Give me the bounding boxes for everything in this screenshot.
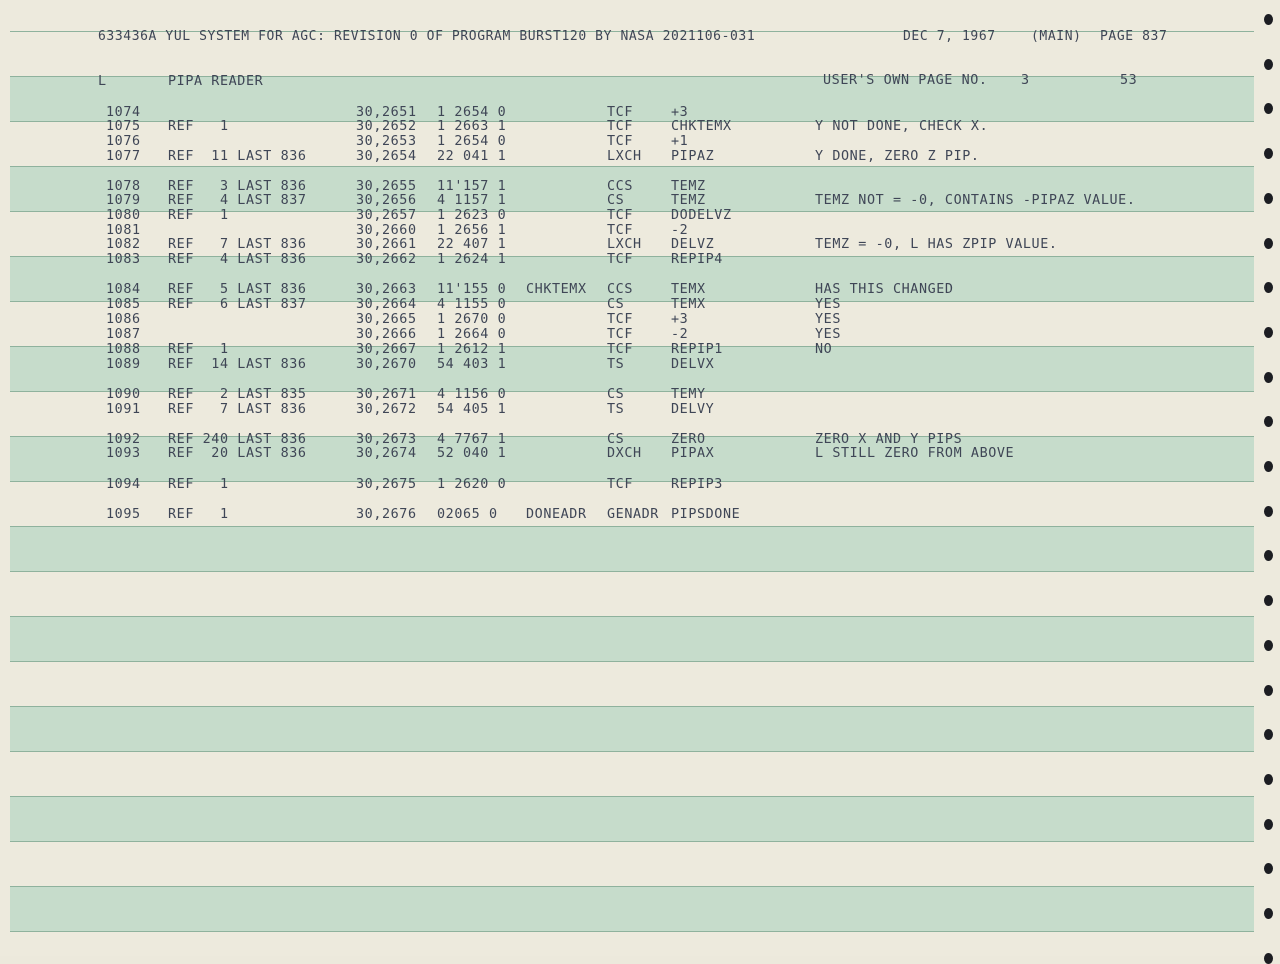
- opcode: TCF: [607, 105, 633, 120]
- octal-word: 1 2670 0: [437, 312, 507, 327]
- octal-word: 22 041 1: [437, 149, 507, 164]
- opcode: TCF: [607, 327, 633, 342]
- address: 30,2667: [356, 342, 417, 357]
- line-number: 1080: [106, 208, 141, 223]
- ref-column: REF 1: [168, 507, 229, 522]
- feed-hole: [1264, 103, 1273, 114]
- opcode: CS: [607, 432, 625, 447]
- operand: ZERO: [671, 432, 706, 447]
- address: 30,2663: [356, 282, 417, 297]
- operand: +1: [671, 134, 689, 149]
- line-number: 1086: [106, 312, 141, 327]
- feed-hole: [1264, 327, 1273, 338]
- operand: REPIP1: [671, 342, 723, 357]
- octal-word: 11'155 0: [437, 282, 507, 297]
- line-number: 1077: [106, 149, 141, 164]
- operand: CHKTEMX: [671, 119, 732, 134]
- greenbar-band: [10, 616, 1254, 661]
- operand: DELVX: [671, 357, 715, 372]
- opcode: TS: [607, 357, 625, 372]
- line-number: 1074: [106, 105, 141, 120]
- operand: +3: [671, 105, 689, 120]
- operand: PIPAX: [671, 446, 715, 461]
- listing-main: (MAIN): [1031, 29, 1082, 44]
- line-number: 1091: [106, 402, 141, 417]
- octal-word: 1 2624 1: [437, 252, 507, 267]
- address: 30,2673: [356, 432, 417, 447]
- greenbar-rule: [10, 751, 1254, 752]
- comment: Y DONE, ZERO Z PIP.: [815, 149, 980, 164]
- ref-column: REF 6 LAST 837: [168, 297, 307, 312]
- address: 30,2660: [356, 223, 417, 238]
- greenbar-rule: [10, 706, 1254, 707]
- opcode: CS: [607, 297, 625, 312]
- feed-hole: [1264, 550, 1273, 561]
- address: 30,2653: [356, 134, 417, 149]
- opcode: TCF: [607, 223, 633, 238]
- subheader-section: 53: [1120, 73, 1138, 88]
- opcode: GENADR: [607, 507, 659, 522]
- comment: Y NOT DONE, CHECK X.: [815, 119, 989, 134]
- listing-header: 633436A YUL SYSTEM FOR AGC: REVISION 0 OF PROGRAM BURST120 BY NASA 2021106-031: [98, 29, 756, 44]
- ref-column: REF 4 LAST 837: [168, 193, 307, 208]
- line-number: 1082: [106, 237, 141, 252]
- comment: TEMZ = -0, L HAS ZPIP VALUE.: [815, 237, 1058, 252]
- address: 30,2651: [356, 105, 417, 120]
- comment: L STILL ZERO FROM ABOVE: [815, 446, 1015, 461]
- ref-column: REF 1: [168, 119, 229, 134]
- greenbar-rule: [10, 886, 1254, 887]
- operand: DODELVZ: [671, 208, 732, 223]
- ref-column: REF 7 LAST 836: [168, 402, 307, 417]
- greenbar-rule: [10, 166, 1254, 167]
- opcode: TCF: [607, 252, 633, 267]
- feed-hole: [1264, 238, 1273, 249]
- opcode: TCF: [607, 477, 633, 492]
- feed-hole: [1264, 372, 1273, 383]
- ref-column: REF 14 LAST 836: [168, 357, 307, 372]
- feed-hole: [1264, 193, 1273, 204]
- opcode: TCF: [607, 134, 633, 149]
- octal-word: 1 2663 1: [437, 119, 507, 134]
- ref-column: REF 5 LAST 836: [168, 282, 307, 297]
- line-number: 1093: [106, 446, 141, 461]
- opcode: TCF: [607, 208, 633, 223]
- octal-word: 4 1157 1: [437, 193, 507, 208]
- operand: TEMX: [671, 282, 706, 297]
- operand: REPIP4: [671, 252, 723, 267]
- line-number: 1075: [106, 119, 141, 134]
- feed-hole: [1264, 148, 1273, 159]
- subheader-mark: L: [98, 74, 107, 89]
- ref-column: REF 11 LAST 836: [168, 149, 307, 164]
- comment: ZERO X AND Y PIPS: [815, 432, 963, 447]
- opcode: TCF: [607, 119, 633, 134]
- line-number: 1081: [106, 223, 141, 238]
- opcode: DXCH: [607, 446, 642, 461]
- octal-word: 02065 0: [437, 507, 498, 522]
- greenbar-band: [10, 526, 1254, 571]
- operand: TEMX: [671, 297, 706, 312]
- ref-column: REF 4 LAST 836: [168, 252, 307, 267]
- listing-page-number: PAGE 837: [1100, 29, 1168, 44]
- greenbar-band: [10, 796, 1254, 841]
- ref-column: REF 1: [168, 342, 229, 357]
- comment: NO: [815, 342, 833, 357]
- address: 30,2666: [356, 327, 417, 342]
- octal-word: 1 2623 0: [437, 208, 507, 223]
- octal-word: 52 040 1: [437, 446, 507, 461]
- feed-hole: [1264, 640, 1273, 651]
- address: 30,2654: [356, 149, 417, 164]
- line-number: 1095: [106, 507, 141, 522]
- feed-hole: [1264, 774, 1273, 785]
- feed-hole: [1264, 282, 1273, 293]
- octal-word: 54 403 1: [437, 357, 507, 372]
- octal-word: 1 2654 0: [437, 105, 507, 120]
- greenbar-rule: [10, 616, 1254, 617]
- line-number: 1084: [106, 282, 141, 297]
- feed-hole: [1264, 595, 1273, 606]
- operand: TEMY: [671, 387, 706, 402]
- opcode: CCS: [607, 282, 633, 297]
- address: 30,2652: [356, 119, 417, 134]
- line-number: 1094: [106, 477, 141, 492]
- ref-column: REF 1: [168, 477, 229, 492]
- ref-column: REF 7 LAST 836: [168, 237, 307, 252]
- line-number: 1079: [106, 193, 141, 208]
- opcode: CS: [607, 193, 625, 208]
- octal-word: 1 2656 1: [437, 223, 507, 238]
- line-number: 1087: [106, 327, 141, 342]
- line-number: 1090: [106, 387, 141, 402]
- address: 30,2672: [356, 402, 417, 417]
- feed-hole: [1264, 14, 1273, 25]
- operand: +3: [671, 312, 689, 327]
- feed-hole: [1264, 729, 1273, 740]
- octal-word: 54 405 1: [437, 402, 507, 417]
- octal-word: 1 2620 0: [437, 477, 507, 492]
- address: 30,2664: [356, 297, 417, 312]
- comment: YES: [815, 312, 841, 327]
- greenbar-rule: [10, 796, 1254, 797]
- ref-column: REF 240 LAST 836: [168, 432, 307, 447]
- address: 30,2665: [356, 312, 417, 327]
- greenbar-rule: [10, 931, 1254, 932]
- operand: -2: [671, 223, 689, 238]
- line-number: 1092: [106, 432, 141, 447]
- operand: TEMZ: [671, 179, 706, 194]
- octal-word: 4 1156 0: [437, 387, 507, 402]
- comment: YES: [815, 297, 841, 312]
- opcode: TCF: [607, 312, 633, 327]
- address: 30,2655: [356, 179, 417, 194]
- line-number: 1089: [106, 357, 141, 372]
- feed-hole: [1264, 506, 1273, 517]
- subheader-title: PIPA READER: [168, 74, 264, 89]
- greenbar-rule: [10, 661, 1254, 662]
- greenbar-rule: [10, 571, 1254, 572]
- operand: DELVY: [671, 402, 715, 417]
- address: 30,2656: [356, 193, 417, 208]
- statement-label: DONEADR: [526, 507, 587, 522]
- comment: TEMZ NOT = -0, CONTAINS -PIPAZ VALUE.: [815, 193, 1136, 208]
- line-number: 1076: [106, 134, 141, 149]
- octal-word: 11'157 1: [437, 179, 507, 194]
- operand: -2: [671, 327, 689, 342]
- operand: PIPSDONE: [671, 507, 741, 522]
- operand: DELVZ: [671, 237, 715, 252]
- feed-hole: [1264, 461, 1273, 472]
- operand: PIPAZ: [671, 149, 715, 164]
- octal-word: 22 407 1: [437, 237, 507, 252]
- greenbar-rule: [10, 841, 1254, 842]
- address: 30,2674: [356, 446, 417, 461]
- address: 30,2662: [356, 252, 417, 267]
- address: 30,2675: [356, 477, 417, 492]
- opcode: TS: [607, 402, 625, 417]
- line-number: 1085: [106, 297, 141, 312]
- subheader-own-page: USER'S OWN PAGE NO.: [823, 73, 988, 88]
- feed-hole: [1264, 819, 1273, 830]
- address: 30,2671: [356, 387, 417, 402]
- address: 30,2670: [356, 357, 417, 372]
- octal-word: 1 2664 0: [437, 327, 507, 342]
- feed-hole: [1264, 416, 1273, 427]
- address: 30,2661: [356, 237, 417, 252]
- statement-label: CHKTEMX: [526, 282, 587, 297]
- feed-hole: [1264, 953, 1273, 964]
- ref-column: REF 1: [168, 208, 229, 223]
- ref-column: REF 2 LAST 835: [168, 387, 307, 402]
- octal-word: 4 1155 0: [437, 297, 507, 312]
- address: 30,2657: [356, 208, 417, 223]
- feed-hole: [1264, 863, 1273, 874]
- operand: REPIP3: [671, 477, 723, 492]
- opcode: LXCH: [607, 237, 642, 252]
- line-number: 1088: [106, 342, 141, 357]
- comment: HAS THIS CHANGED: [815, 282, 954, 297]
- octal-word: 4 7767 1: [437, 432, 507, 447]
- subheader-own-page-number: 3: [1021, 73, 1030, 88]
- line-number: 1083: [106, 252, 141, 267]
- tractor-feed-holes: [1254, 0, 1280, 956]
- greenbar-band: [10, 706, 1254, 751]
- feed-hole: [1264, 59, 1273, 70]
- line-number: 1078: [106, 179, 141, 194]
- opcode: LXCH: [607, 149, 642, 164]
- ref-column: REF 3 LAST 836: [168, 179, 307, 194]
- ref-column: REF 20 LAST 836: [168, 446, 307, 461]
- octal-word: 1 2612 1: [437, 342, 507, 357]
- address: 30,2676: [356, 507, 417, 522]
- listing-date: DEC 7, 1967: [903, 29, 996, 44]
- opcode: CCS: [607, 179, 633, 194]
- greenbar-band: [10, 886, 1254, 931]
- greenbar-rule: [10, 526, 1254, 527]
- feed-hole: [1264, 908, 1273, 919]
- feed-hole: [1264, 685, 1273, 696]
- operand: TEMZ: [671, 193, 706, 208]
- comment: YES: [815, 327, 841, 342]
- octal-word: 1 2654 0: [437, 134, 507, 149]
- opcode: CS: [607, 387, 625, 402]
- opcode: TCF: [607, 342, 633, 357]
